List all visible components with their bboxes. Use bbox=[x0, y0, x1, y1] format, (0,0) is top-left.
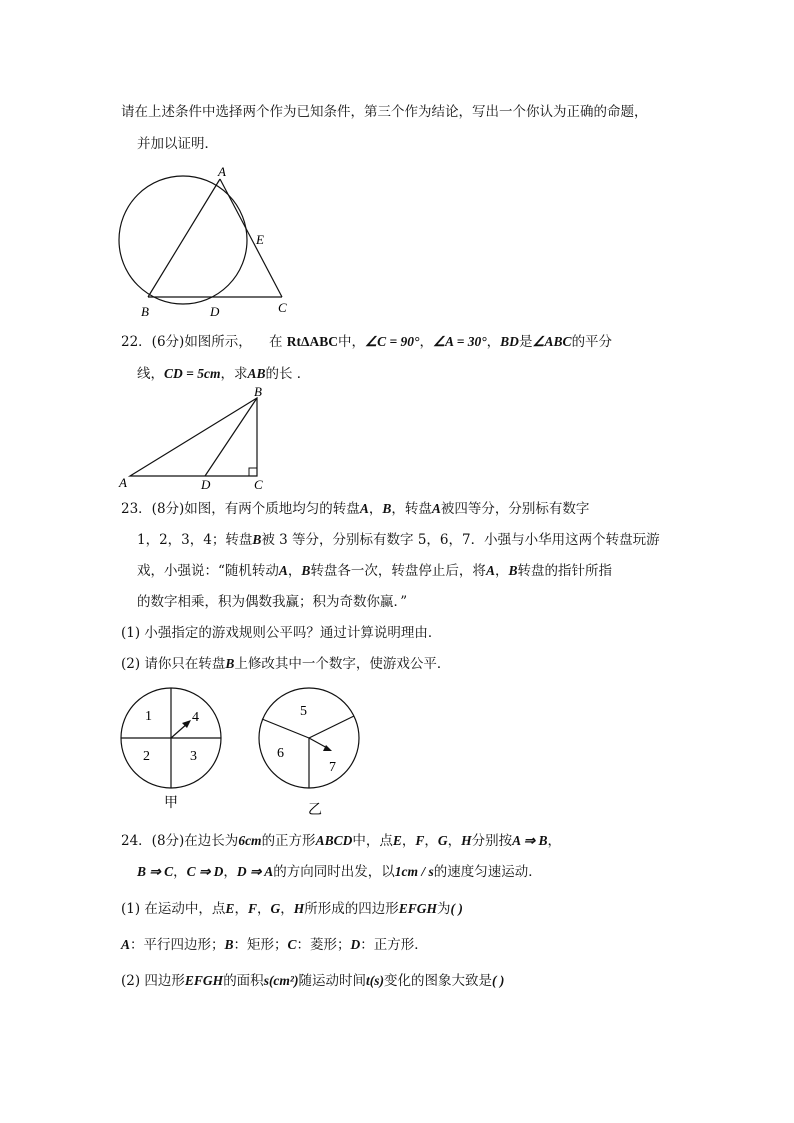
q21-circle-figure bbox=[110, 160, 310, 320]
q22-label-D: D bbox=[201, 477, 211, 492]
q22-triangle-figure bbox=[115, 385, 275, 490]
q23-part2: (2) 请你只在转盘B上修改其中一个数字，使游戏公平． bbox=[121, 656, 451, 672]
q21-segment-AC bbox=[220, 179, 282, 297]
spinner-b-label: 乙 bbox=[308, 802, 322, 818]
spinner-a-figure bbox=[115, 685, 235, 815]
q22-label-C: C bbox=[254, 477, 263, 492]
spinner-a-number-3: 3 bbox=[190, 749, 197, 764]
spinner-b-number-6: 6 bbox=[277, 746, 284, 761]
q21-text-line2: 并加以证明． bbox=[137, 136, 218, 152]
spinner-b-divider-1 bbox=[309, 716, 354, 738]
q24-part1: (1) 在运动中，点E，F，G，H所形成的四边形EFGH为( ) bbox=[121, 901, 463, 917]
q22-label-A: A bbox=[119, 475, 127, 490]
q21-segment-AB bbox=[148, 179, 220, 297]
q22-triangle bbox=[130, 398, 257, 476]
q22-segment-BD bbox=[205, 398, 257, 476]
q24-options: A：平行四边形；B：矩形；C：菱形；D：正方形． bbox=[121, 937, 428, 953]
q21-label-D: D bbox=[210, 304, 220, 319]
q21-label-E: E bbox=[256, 232, 264, 247]
q21-text-line1: 请在上述条件中选择两个作为已知条件，第三个作为结论，写出一个你认为正确的命题， bbox=[121, 104, 648, 120]
q23-part1: (1) 小强指定的游戏规则公平吗？通过计算说明理由． bbox=[121, 625, 442, 641]
q22-text-line2: 线，CD = 5cm，求AB的长 ． bbox=[137, 366, 311, 382]
q23-text-line2: 1，2，3，4；转盘B被 3 等分，分别标有数字 5，6，7．小强与小华用这两个转盘玩游 bbox=[137, 532, 660, 548]
q23-text-line1: 23．(8分)如图，有两个质地均匀的转盘A，B，转盘A被四等分，分别标有数字 bbox=[121, 501, 590, 517]
spinner-a-label: 甲 bbox=[164, 795, 178, 811]
q23-text-line3: 戏，小强说：“随机转动A，B转盘各一次，转盘停止后，将A，B转盘的指针所指 bbox=[137, 563, 612, 579]
q22-label-B: B bbox=[254, 384, 262, 399]
q22-text-line1: 22．(6分)如图所示， 在 RtΔABC中，∠C = 90°，∠A = 30°，BD是∠ABC的平分 bbox=[121, 334, 613, 350]
spinner-b-number-7: 7 bbox=[329, 760, 336, 775]
q24-text-line1: 24．(8分)在边长为6cm的正方形ABCD中，点E，F，G，H分别按A ⇒ B， bbox=[121, 833, 561, 849]
q21-label-B: B bbox=[141, 304, 149, 319]
spinner-a-number-4: 4 bbox=[192, 710, 199, 725]
q24-part2: (2) 四边形EFGH的面积s(cm²)随运动时间t(s)变化的图象大致是( ) bbox=[121, 973, 505, 989]
spinner-b-figure bbox=[252, 685, 372, 820]
q21-label-A: A bbox=[218, 164, 226, 179]
spinner-a-number-2: 2 bbox=[143, 749, 150, 764]
q22-right-angle-mark bbox=[249, 468, 257, 476]
spinner-b-divider-2 bbox=[262, 719, 309, 738]
spinner-b-number-5: 5 bbox=[300, 704, 307, 719]
q21-label-C: C bbox=[278, 300, 287, 315]
spinner-a-number-1: 1 bbox=[145, 709, 152, 724]
q24-text-line2: B ⇒ C，C ⇒ D，D ⇒ A的方向同时出发，以1cm / s的速度匀速运动． bbox=[137, 864, 542, 880]
q23-text-line4: 的数字相乘，积为偶数我赢；积为奇数你赢．” bbox=[137, 594, 408, 610]
